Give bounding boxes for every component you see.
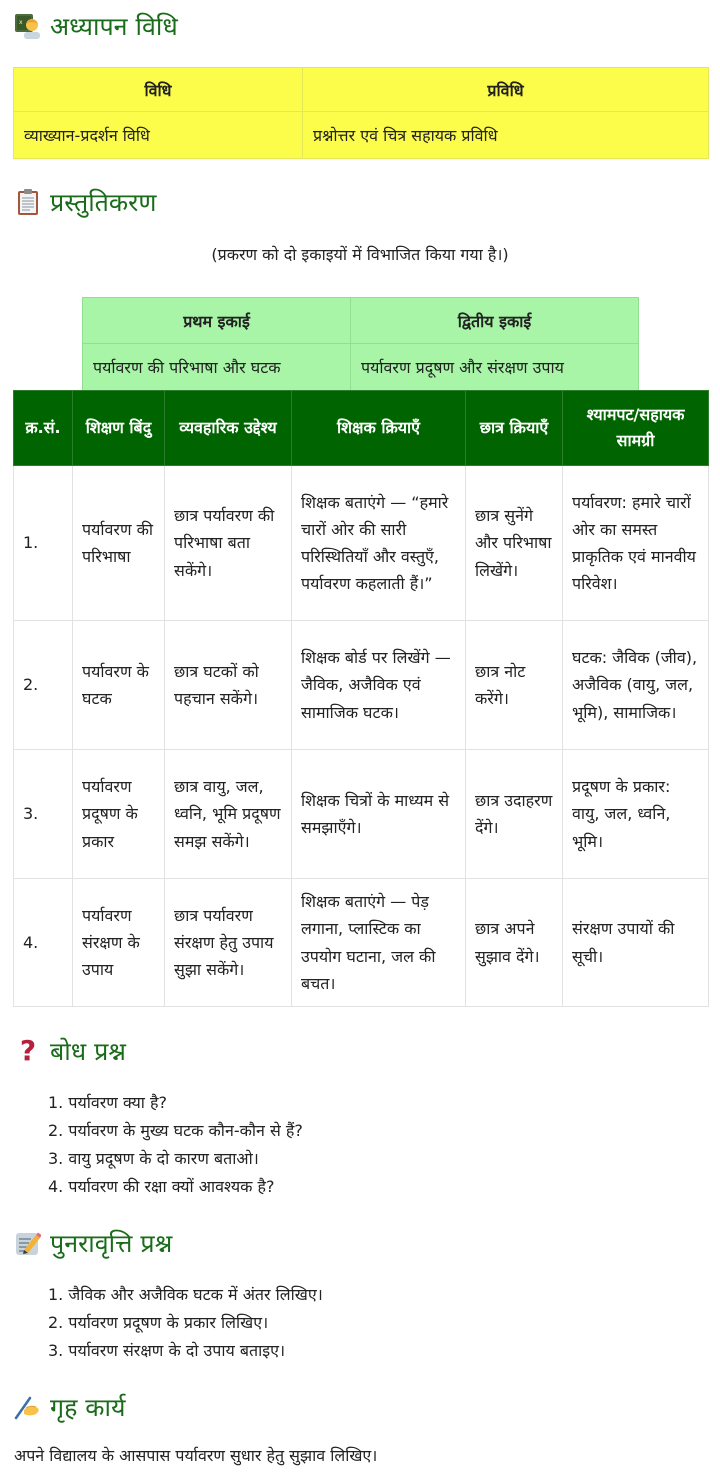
units-table: [82, 297, 639, 391]
writing-hand-icon: [14, 1393, 42, 1421]
memo-pencil-icon: [14, 1229, 42, 1257]
heading-text: अध्यापन विधि: [50, 11, 178, 41]
cell-teaching-point: पर्यावरण की परिभाषा: [73, 466, 165, 621]
section-heading-comprehension: [14, 1034, 126, 1067]
heading-text: गृह कार्य: [50, 1392, 126, 1422]
cell-teaching-point: पर्यावरण प्रदूषण के प्रकार: [73, 750, 165, 879]
teacher-icon: [14, 12, 42, 40]
svg-text:x: x: [19, 19, 23, 26]
section-heading-teaching-method: [14, 12, 178, 40]
cell-first-unit: पर्यावरण की परिभाषा और घटक: [83, 344, 351, 391]
header-objective: व्यवहारिक उद्देश्य: [165, 391, 292, 466]
header-first-unit: प्रथम इकाई: [83, 298, 351, 344]
presentation-note: (प्रकरण को दो इकाइयों में विभाजित किया गया है।): [211, 245, 509, 264]
cell-student-activity: छात्र अपने सुझाव देंगे।: [466, 879, 563, 1007]
cell-objective: छात्र वायु, जल, ध्वनि, भूमि प्रदूषण समझ सकेंगे।: [165, 750, 292, 879]
header-student-activity: छात्र क्रियाएँ: [466, 391, 563, 466]
question-mark-icon: ?: [19, 1034, 37, 1067]
cell-serial: 2.: [14, 621, 73, 750]
clipboard-icon: [14, 188, 42, 216]
header-technique: प्रविधि: [303, 68, 709, 112]
list-item: 1. जैविक और अजैविक घटक में अंतर लिखिए।: [48, 1285, 323, 1304]
cell-objective: छात्र पर्यावरण संरक्षण हेतु उपाय सुझा सकेंगे।: [165, 879, 292, 1007]
table-row: [14, 750, 709, 879]
homework-text: अपने विद्यालय के आसपास पर्यावरण सुधार हेतु सुझाव लिखिए।: [14, 1446, 378, 1465]
cell-teaching-point: पर्यावरण के घटक: [73, 621, 165, 750]
cell-serial: 1.: [14, 466, 73, 621]
table-row: [14, 621, 709, 750]
table-row: [14, 879, 709, 1007]
cell-method: व्याख्यान-प्रदर्शन विधि: [14, 112, 303, 159]
cell-serial: 4.: [14, 879, 73, 1007]
header-method: विधि: [14, 68, 303, 112]
cell-material: प्रदूषण के प्रकार: वायु, जल, ध्वनि, भूमि।: [563, 750, 709, 879]
list-item: 4. पर्यावरण की रक्षा क्यों आवश्यक है?: [48, 1177, 275, 1196]
teaching-method-table: [13, 67, 709, 159]
cell-teacher-activity: शिक्षक बताएंगे — पेड़ लगाना, प्लास्टिक का उपयोग घटाना, जल की बचत।: [292, 879, 466, 1007]
list-item: 1. पर्यावरण क्या है?: [48, 1093, 168, 1112]
cell-student-activity: छात्र सुनेंगे और परिभाषा लिखेंगे।: [466, 466, 563, 621]
recap-question-list: [48, 1281, 323, 1365]
list-item: 3. वायु प्रदूषण के दो कारण बताओ।: [48, 1149, 259, 1168]
list-item: 2. पर्यावरण के मुख्य घटक कौन-कौन से हैं?: [48, 1121, 303, 1140]
cell-technique: प्रश्नोत्तर एवं चित्र सहायक प्रविधि: [303, 112, 709, 159]
section-heading-presentation: [14, 188, 156, 216]
cell-material: संरक्षण उपायों की सूची।: [563, 879, 709, 1007]
cell-objective: छात्र पर्यावरण की परिभाषा बता सकेंगे।: [165, 466, 292, 621]
header-serial: क्र.सं.: [14, 391, 73, 466]
section-heading-recap: [14, 1229, 172, 1257]
cell-material: पर्यावरण: हमारे चारों ओर का समस्त प्राकृतिक एवं मानवीय परिवेश।: [563, 466, 709, 621]
header-teacher-activity: शिक्षक क्रियाएँ: [292, 391, 466, 466]
header-second-unit: द्वितीय इकाई: [351, 298, 639, 344]
section-heading-homework: [14, 1393, 125, 1421]
cell-student-activity: छात्र नोट करेंगे।: [466, 621, 563, 750]
cell-teacher-activity: शिक्षक बोर्ड पर लिखेंगे — जैविक, अजैविक एवं सामाजिक घटक।: [292, 621, 466, 750]
cell-teacher-activity: शिक्षक बताएंगे — “हमारे चारों ओर की सारी परिस्थितियाँ और वस्तुएँ, पर्यावरण कहलाती हैं।”: [292, 466, 466, 621]
cell-objective: छात्र घटकों को पहचान सकेंगे।: [165, 621, 292, 750]
cell-teaching-point: पर्यावरण संरक्षण के उपाय: [73, 879, 165, 1007]
cell-material: घटक: जैविक (जीव), अजैविक (वायु, जल, भूमि), सामाजिक।: [563, 621, 709, 750]
cell-student-activity: छात्र उदाहरण देंगे।: [466, 750, 563, 879]
lesson-plan-table: [13, 390, 709, 1007]
heading-text: प्रस्तुतिकरण: [50, 187, 157, 217]
comprehension-question-list: [48, 1089, 303, 1201]
table-row: [14, 466, 709, 621]
cell-second-unit: पर्यावरण प्रदूषण और संरक्षण उपाय: [351, 344, 639, 391]
header-material: श्यामपट/सहायक सामग्री: [563, 391, 709, 466]
list-item: 3. पर्यावरण संरक्षण के दो उपाय बताइए।: [48, 1341, 286, 1360]
cell-serial: 3.: [14, 750, 73, 879]
header-teaching-point: शिक्षण बिंदु: [73, 391, 165, 466]
cell-teacher-activity: शिक्षक चित्रों के माध्यम से समझाएँगे।: [292, 750, 466, 879]
table-header-row: [14, 391, 709, 466]
list-item: 2. पर्यावरण प्रदूषण के प्रकार लिखिए।: [48, 1313, 269, 1332]
heading-text: पुनरावृत्ति प्रश्न: [50, 1228, 173, 1258]
heading-text: बोध प्रश्न: [50, 1036, 126, 1066]
